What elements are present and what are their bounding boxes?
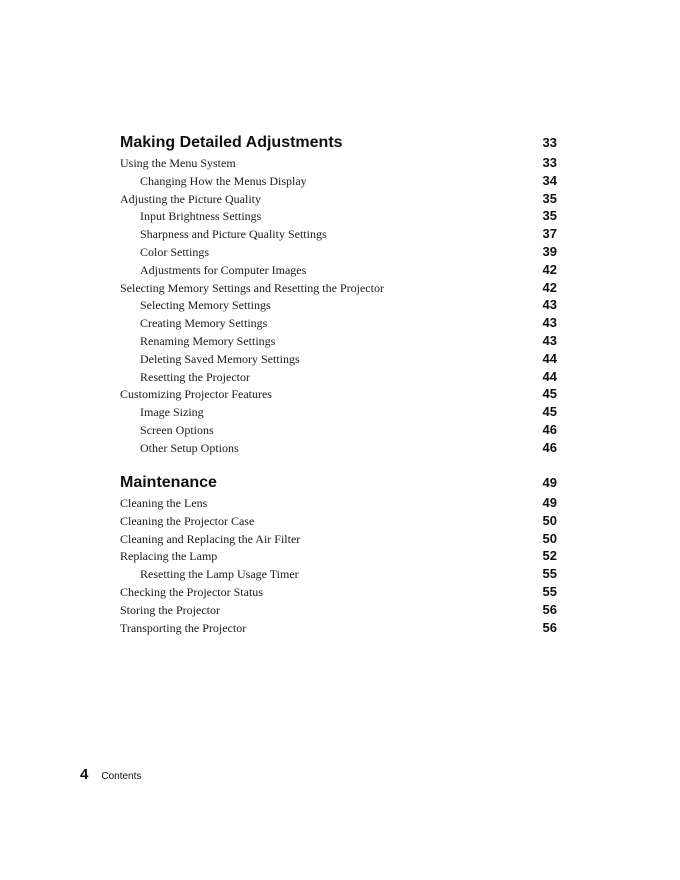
- toc-entry[interactable]: [120, 173, 557, 191]
- toc-entry-page-number: 45: [542, 404, 557, 420]
- toc-entry-page-number: 33: [542, 155, 557, 170]
- toc-entry-title: Selecting Memory Settings and Resetting the Projector: [120, 280, 384, 295]
- toc-entry-title: Screen Options: [140, 422, 214, 437]
- toc-entry[interactable]: [120, 262, 557, 280]
- toc-entry-page-number: 46: [542, 439, 557, 455]
- toc-entry-page-number: 52: [542, 548, 557, 564]
- section-title: Maintenance: [120, 474, 217, 491]
- toc-entry-title: Sharpness and Picture Quality Settings: [140, 227, 327, 242]
- toc-entry-title: Resetting the Lamp Usage Timer: [140, 567, 299, 582]
- toc-entry-page-number: 49: [542, 495, 557, 510]
- toc-entry-title: Adjusting the Picture Quality: [120, 191, 261, 206]
- toc-entry[interactable]: [120, 495, 557, 513]
- toc-entry-page-number: 55: [542, 583, 557, 599]
- toc-entry[interactable]: [120, 333, 557, 351]
- toc-entry[interactable]: [120, 351, 557, 369]
- toc-entry[interactable]: [120, 566, 557, 584]
- toc-entry-title: Creating Memory Settings: [140, 316, 268, 331]
- toc-entry[interactable]: [120, 280, 557, 298]
- footer-page-number: 4: [80, 766, 89, 783]
- toc-entry[interactable]: [120, 386, 557, 404]
- toc-entry-title: Input Brightness Settings: [140, 209, 262, 224]
- toc-entry-title: Transporting the Projector: [120, 620, 247, 635]
- toc-entry-title: Using the Menu System: [120, 156, 236, 170]
- toc-section-maintenance: [120, 474, 557, 637]
- toc-entry-page-number: 56: [542, 619, 557, 635]
- toc-entry-title: Adjustments for Computer Images: [140, 262, 307, 277]
- toc-entry-page-number: 55: [542, 566, 557, 582]
- toc-entry-title: Resetting the Projector: [140, 369, 250, 384]
- toc-entry-title: Replacing the Lamp: [120, 549, 218, 564]
- toc-entry[interactable]: [120, 208, 557, 226]
- toc-entry-page-number: 35: [542, 208, 557, 224]
- toc-entry-title: Cleaning the Lens: [120, 496, 208, 510]
- toc-entry-page-number: 44: [542, 368, 557, 384]
- toc-entry-page-number: 45: [542, 386, 557, 402]
- toc-entry[interactable]: [120, 513, 557, 531]
- toc-entry-page-number: 34: [542, 172, 557, 188]
- toc-entry-title: Renaming Memory Settings: [140, 333, 276, 348]
- toc-entry-list: [120, 155, 557, 458]
- toc-entry-page-number: 50: [542, 530, 557, 546]
- toc-entry[interactable]: [120, 244, 557, 262]
- toc-entry[interactable]: [120, 620, 557, 638]
- toc-entry[interactable]: [120, 602, 557, 620]
- toc-entry[interactable]: [120, 548, 557, 566]
- section-title: Making Detailed Adjustments: [120, 134, 343, 151]
- toc-entry[interactable]: [120, 531, 557, 549]
- toc-entry-title: Other Setup Options: [140, 440, 239, 455]
- toc-entry-title: Changing How the Menus Display: [140, 173, 307, 188]
- toc-entry-page-number: 44: [542, 350, 557, 366]
- section-page-number: 49: [542, 475, 557, 490]
- toc-entry-page-number: 46: [542, 421, 557, 437]
- toc-entry[interactable]: [120, 297, 557, 315]
- toc-entry-title: Selecting Memory Settings: [140, 298, 271, 313]
- toc-entry[interactable]: [120, 584, 557, 602]
- toc-entry-page-number: 37: [542, 226, 557, 242]
- toc-entry[interactable]: [120, 155, 557, 173]
- footer-label: Contents: [101, 771, 142, 782]
- toc-entry-page-number: 35: [542, 190, 557, 206]
- toc-entry-title: Deleting Saved Memory Settings: [140, 351, 300, 366]
- toc-entry[interactable]: [120, 369, 557, 387]
- toc-entry-page-number: 43: [542, 315, 557, 331]
- toc-entry-title: Storing the Projector: [120, 602, 220, 617]
- toc-entry[interactable]: [120, 404, 557, 422]
- toc-entry[interactable]: [120, 440, 557, 458]
- page-footer: [80, 766, 141, 783]
- toc-entry-page-number: 56: [542, 601, 557, 617]
- toc-entry-page-number: 50: [542, 512, 557, 528]
- toc-section-detailed-adjustments: [120, 134, 557, 458]
- toc-entry-page-number: 43: [542, 332, 557, 348]
- toc-entry-title: Cleaning the Projector Case: [120, 513, 255, 528]
- section-heading[interactable]: [120, 474, 557, 495]
- section-page-number: 33: [542, 135, 557, 150]
- toc-entry-title: Image Sizing: [140, 405, 204, 420]
- toc-entry[interactable]: [120, 191, 557, 209]
- toc-entry-page-number: 42: [542, 279, 557, 295]
- toc-entry-title: Color Settings: [140, 244, 210, 259]
- section-heading[interactable]: [120, 134, 557, 155]
- toc-entry-page-number: 42: [542, 261, 557, 277]
- toc-entry-title: Customizing Projector Features: [120, 387, 272, 402]
- toc-entry-page-number: 39: [542, 243, 557, 259]
- toc-entry[interactable]: [120, 315, 557, 333]
- toc-entry-title: Cleaning and Replacing the Air Filter: [120, 531, 301, 546]
- toc-entry-list: [120, 495, 557, 637]
- toc-entry[interactable]: [120, 226, 557, 244]
- toc-entry[interactable]: [120, 422, 557, 440]
- toc-entry-title: Checking the Projector Status: [120, 584, 263, 599]
- toc-entry-page-number: 43: [542, 297, 557, 313]
